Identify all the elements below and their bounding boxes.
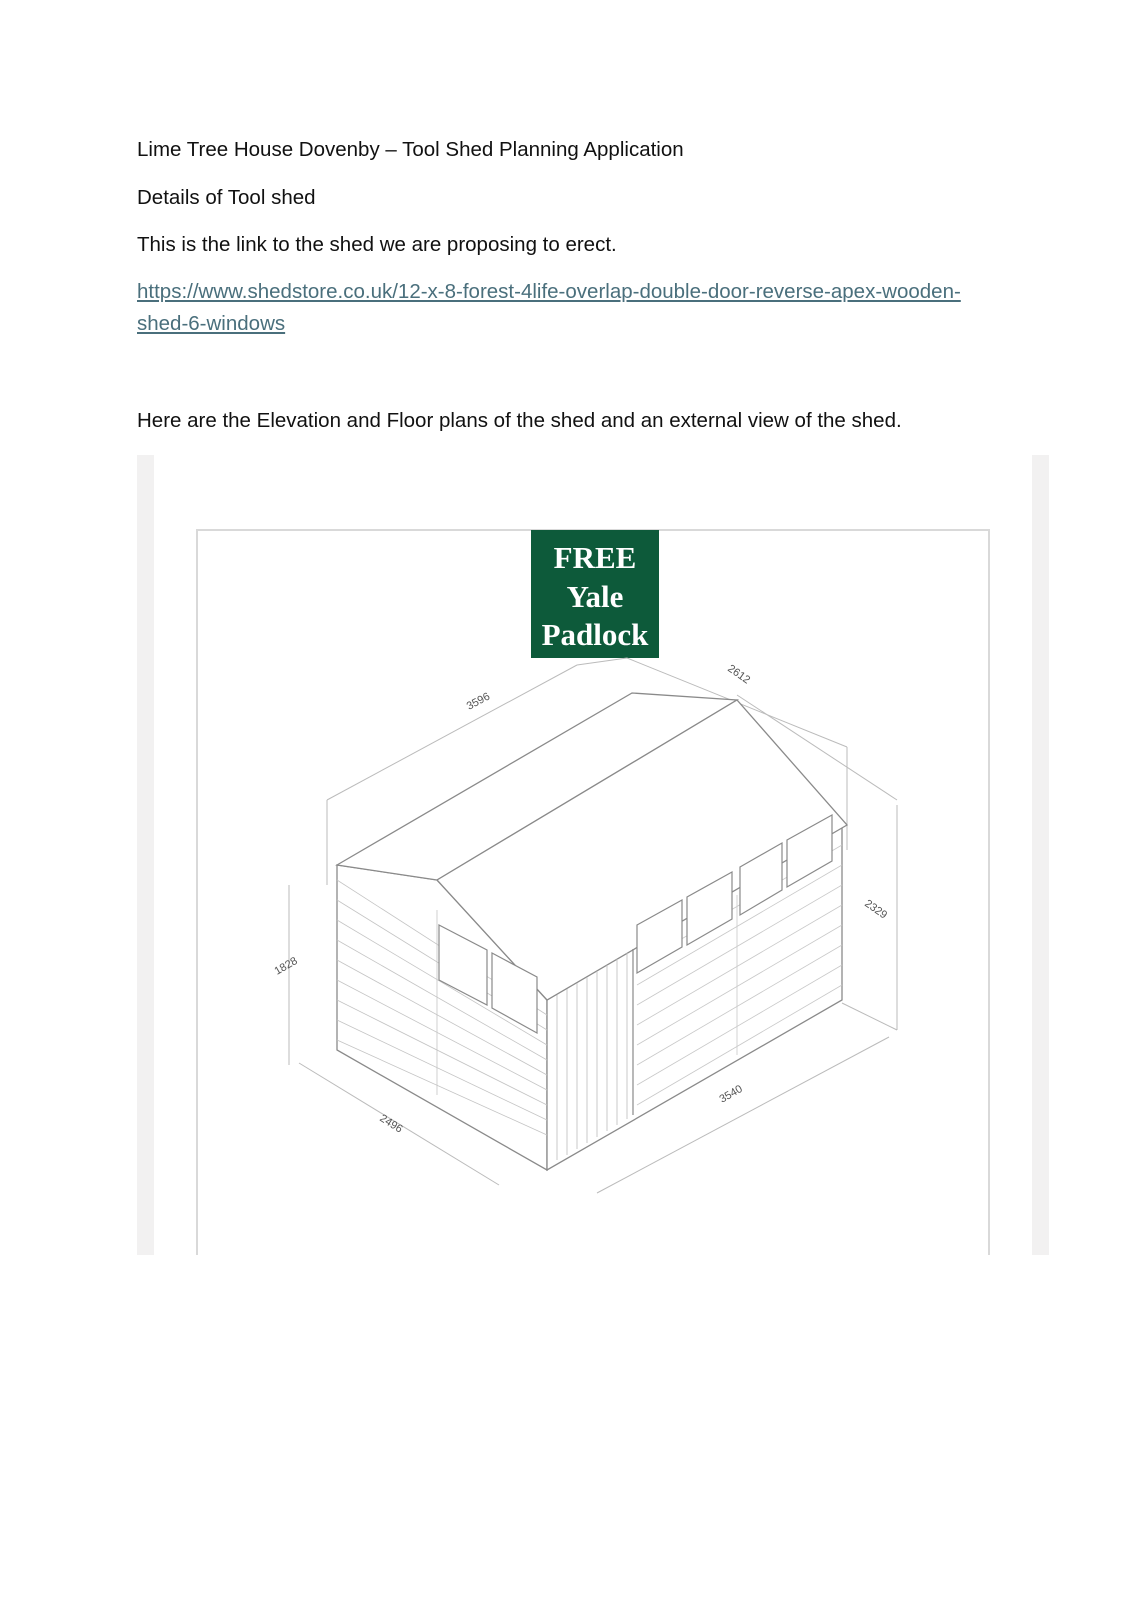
badge-line-1: FREE bbox=[553, 540, 637, 575]
dim-roof-width: 2612 bbox=[725, 662, 753, 687]
shed-drawing bbox=[137, 455, 1049, 1255]
shed-drawing-figure bbox=[137, 455, 1049, 1255]
shed-outline bbox=[337, 690, 847, 1170]
section-heading: Details of Tool shed bbox=[137, 186, 316, 209]
dim-roof-length: 3596 bbox=[464, 690, 493, 713]
shed-product-link[interactable]: https://www.shedstore.co.uk/12-x-8-forest-4life-overlap-double-door-reverse-apex-wooden-shed-6-windows bbox=[137, 280, 961, 335]
badge-line-2: Yale bbox=[566, 579, 624, 614]
left-margin-band bbox=[137, 455, 154, 1255]
dim-eaves-height: 1828 bbox=[272, 954, 300, 978]
plans-text: Here are the Elevation and Floor plans of the shed and an external view of the shed. bbox=[137, 409, 902, 432]
dim-ridge-height: 2329 bbox=[862, 897, 890, 922]
badge-line-3: Padlock bbox=[541, 617, 649, 652]
intro-text: This is the link to the shed we are proposing to erect. bbox=[137, 233, 617, 256]
right-margin-band bbox=[1032, 455, 1049, 1255]
free-padlock-badge bbox=[531, 530, 659, 658]
dim-base-width: 2496 bbox=[377, 1112, 405, 1136]
dim-base-length: 3540 bbox=[717, 1082, 745, 1106]
page-title: Lime Tree House Dovenby – Tool Shed Planning Application bbox=[137, 138, 684, 161]
